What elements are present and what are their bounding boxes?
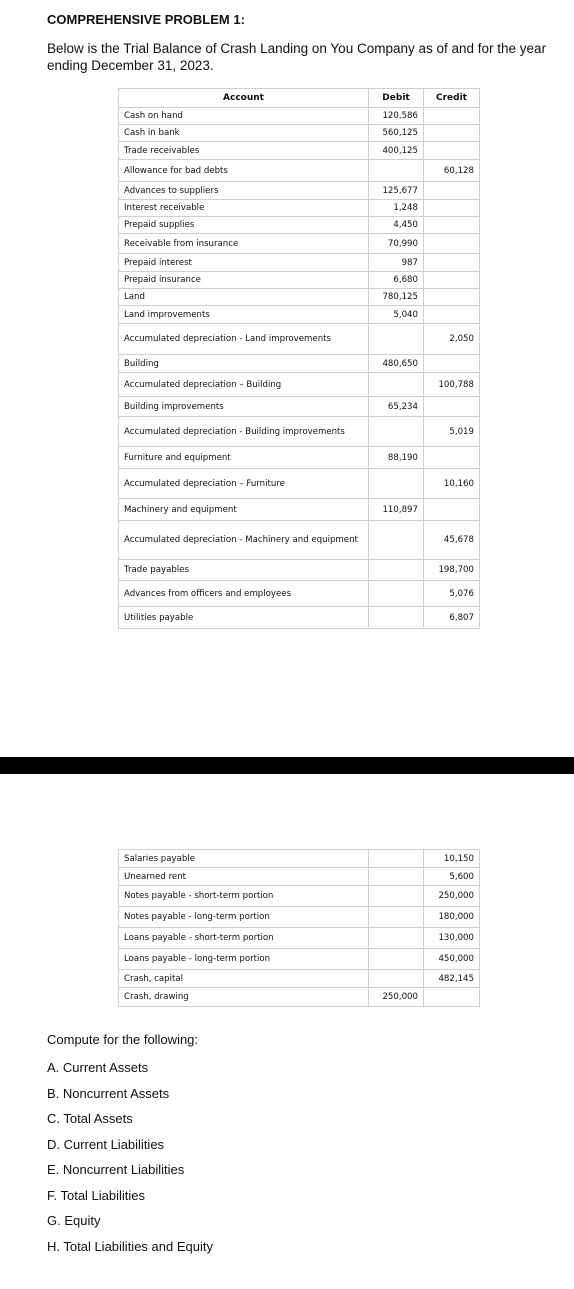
account-cell: Accumulated depreciation - Machinery and equipment xyxy=(119,521,369,560)
questions-section xyxy=(47,1032,213,1264)
table-row xyxy=(119,254,480,272)
question-item: G. Equity xyxy=(47,1213,101,1228)
table-row xyxy=(119,988,480,1007)
credit-cell: 2,050 xyxy=(424,324,480,355)
table-row xyxy=(119,560,480,581)
credit-cell: 5,076 xyxy=(424,581,480,607)
trial-balance-table-continued xyxy=(118,849,480,1007)
question-item: E. Noncurrent Liabilities xyxy=(47,1162,185,1177)
account-cell: Interest receivable xyxy=(119,200,369,217)
account-cell: Notes payable - short-term portion xyxy=(119,886,369,907)
debit-cell xyxy=(369,886,424,907)
credit-cell: 5,600 xyxy=(424,868,480,886)
account-cell: Prepaid interest xyxy=(119,254,369,272)
debit-cell xyxy=(369,373,424,397)
credit-column-header: Credit xyxy=(424,89,480,108)
table-row xyxy=(119,182,480,200)
table-row xyxy=(119,324,480,355)
debit-cell xyxy=(369,970,424,988)
account-cell: Land improvements xyxy=(119,306,369,324)
debit-cell xyxy=(369,324,424,355)
debit-cell xyxy=(369,868,424,886)
account-cell: Cash in bank xyxy=(119,125,369,142)
table-row xyxy=(119,200,480,217)
credit-cell xyxy=(424,142,480,160)
page-heading: COMPREHENSIVE PROBLEM 1: xyxy=(47,12,245,27)
account-cell: Accumulated depreciation - Building improvements xyxy=(119,417,369,447)
credit-cell xyxy=(424,125,480,142)
debit-cell xyxy=(369,417,424,447)
questions-title: Compute for the following: xyxy=(47,1032,199,1047)
account-cell: Utilities payable xyxy=(119,607,369,629)
credit-cell xyxy=(424,306,480,324)
debit-cell: 1,248 xyxy=(369,200,424,217)
debit-cell: 70,990 xyxy=(369,234,424,254)
credit-cell xyxy=(424,397,480,417)
question-item: B. Noncurrent Assets xyxy=(47,1085,170,1101)
credit-cell xyxy=(424,988,480,1007)
account-cell: Accumulated depreciation – Furniture xyxy=(119,469,369,499)
table-row xyxy=(119,886,480,907)
account-cell: Crash, drawing xyxy=(119,988,369,1007)
account-cell: Building xyxy=(119,355,369,373)
table-row xyxy=(119,125,480,142)
account-cell: Cash on hand xyxy=(119,108,369,125)
table-row xyxy=(119,355,480,373)
credit-cell: 130,000 xyxy=(424,928,480,949)
table-row xyxy=(119,907,480,928)
table-row xyxy=(119,868,480,886)
credit-cell: 60,128 xyxy=(424,160,480,182)
debit-cell: 125,677 xyxy=(369,182,424,200)
account-cell: Loans payable - long-term portion xyxy=(119,949,369,970)
table-row xyxy=(119,970,480,988)
intro-paragraph: Below is the Trial Balance of Crash Landing on You Company as of and for the year ending December 31, 2023. xyxy=(47,41,547,73)
debit-cell: 780,125 xyxy=(369,289,424,306)
account-column-header: Account xyxy=(119,89,369,108)
question-item: D. Current Liabilities xyxy=(47,1136,165,1152)
question-item: A. Current Assets xyxy=(47,1060,149,1075)
credit-cell: 6,807 xyxy=(424,607,480,629)
debit-cell xyxy=(369,607,424,629)
account-cell: Receivable from insurance xyxy=(119,234,369,254)
question-item: H. Total Liabilities and Equity xyxy=(47,1238,213,1254)
table-row xyxy=(119,447,480,469)
account-cell: Crash, capital xyxy=(119,970,369,988)
credit-cell xyxy=(424,182,480,200)
debit-cell: 5,040 xyxy=(369,306,424,324)
credit-cell: 450,000 xyxy=(424,949,480,970)
account-cell: Trade payables xyxy=(119,560,369,581)
account-cell: Allowance for bad debts xyxy=(119,160,369,182)
table-row xyxy=(119,142,480,160)
debit-cell: 250,000 xyxy=(369,988,424,1007)
trial-balance-table xyxy=(118,88,480,629)
credit-cell xyxy=(424,272,480,289)
debit-cell xyxy=(369,521,424,560)
account-cell: Land xyxy=(119,289,369,306)
debit-cell xyxy=(369,560,424,581)
table-row xyxy=(119,469,480,499)
credit-cell: 10,160 xyxy=(424,469,480,499)
credit-cell: 198,700 xyxy=(424,560,480,581)
table-row xyxy=(119,607,480,629)
debit-cell xyxy=(369,850,424,868)
debit-cell: 987 xyxy=(369,254,424,272)
account-cell: Prepaid supplies xyxy=(119,217,369,234)
debit-cell: 65,234 xyxy=(369,397,424,417)
table-row xyxy=(119,272,480,289)
credit-cell xyxy=(424,289,480,306)
debit-cell: 400,125 xyxy=(369,142,424,160)
table-row xyxy=(119,417,480,447)
credit-cell xyxy=(424,108,480,125)
debit-cell: 560,125 xyxy=(369,125,424,142)
credit-cell: 250,000 xyxy=(424,886,480,907)
table-row xyxy=(119,499,480,521)
table-row xyxy=(119,289,480,306)
credit-cell: 180,000 xyxy=(424,907,480,928)
credit-cell xyxy=(424,499,480,521)
debit-cell: 4,450 xyxy=(369,217,424,234)
credit-cell xyxy=(424,254,480,272)
table-row xyxy=(119,108,480,125)
debit-cell xyxy=(369,160,424,182)
table-row xyxy=(119,217,480,234)
debit-cell: 120,586 xyxy=(369,108,424,125)
credit-cell: 45,678 xyxy=(424,521,480,560)
credit-cell xyxy=(424,217,480,234)
credit-cell xyxy=(424,355,480,373)
account-cell: Building improvements xyxy=(119,397,369,417)
table-row xyxy=(119,397,480,417)
credit-cell: 5,019 xyxy=(424,417,480,447)
credit-cell: 482,145 xyxy=(424,970,480,988)
table-row xyxy=(119,373,480,397)
debit-cell xyxy=(369,928,424,949)
table-row xyxy=(119,234,480,254)
account-cell: Advances from officers and employees xyxy=(119,581,369,607)
credit-cell: 100,788 xyxy=(424,373,480,397)
debit-cell: 88,190 xyxy=(369,447,424,469)
debit-cell: 110,897 xyxy=(369,499,424,521)
debit-cell xyxy=(369,907,424,928)
account-cell: Accumulated depreciation – Building xyxy=(119,373,369,397)
credit-cell: 10,150 xyxy=(424,850,480,868)
account-cell: Loans payable - short-term portion xyxy=(119,928,369,949)
table-row xyxy=(119,949,480,970)
account-cell: Unearned rent xyxy=(119,868,369,886)
table-row xyxy=(119,160,480,182)
account-cell: Trade receivables xyxy=(119,142,369,160)
credit-cell xyxy=(424,234,480,254)
debit-cell xyxy=(369,469,424,499)
table-row xyxy=(119,306,480,324)
account-cell: Accumulated depreciation - Land improvements xyxy=(119,324,369,355)
question-item: F. Total Liabilities xyxy=(47,1187,146,1203)
table-row xyxy=(119,850,480,868)
debit-cell xyxy=(369,581,424,607)
debit-cell: 480,650 xyxy=(369,355,424,373)
page-separator-bar xyxy=(0,757,574,774)
account-cell: Furniture and equipment xyxy=(119,447,369,469)
debit-cell: 6,680 xyxy=(369,272,424,289)
debit-cell xyxy=(369,949,424,970)
account-cell: Prepaid insurance xyxy=(119,272,369,289)
table-row xyxy=(119,581,480,607)
account-cell: Salaries payable xyxy=(119,850,369,868)
account-cell: Notes payable - long-term portion xyxy=(119,907,369,928)
table-row xyxy=(119,928,480,949)
question-item: C. Total Assets xyxy=(47,1111,133,1126)
account-cell: Advances to suppliers xyxy=(119,182,369,200)
table-row xyxy=(119,521,480,560)
debit-column-header: Debit xyxy=(369,89,424,108)
table-header-row xyxy=(119,89,480,108)
credit-cell xyxy=(424,447,480,469)
account-cell: Machinery and equipment xyxy=(119,499,369,521)
credit-cell xyxy=(424,200,480,217)
